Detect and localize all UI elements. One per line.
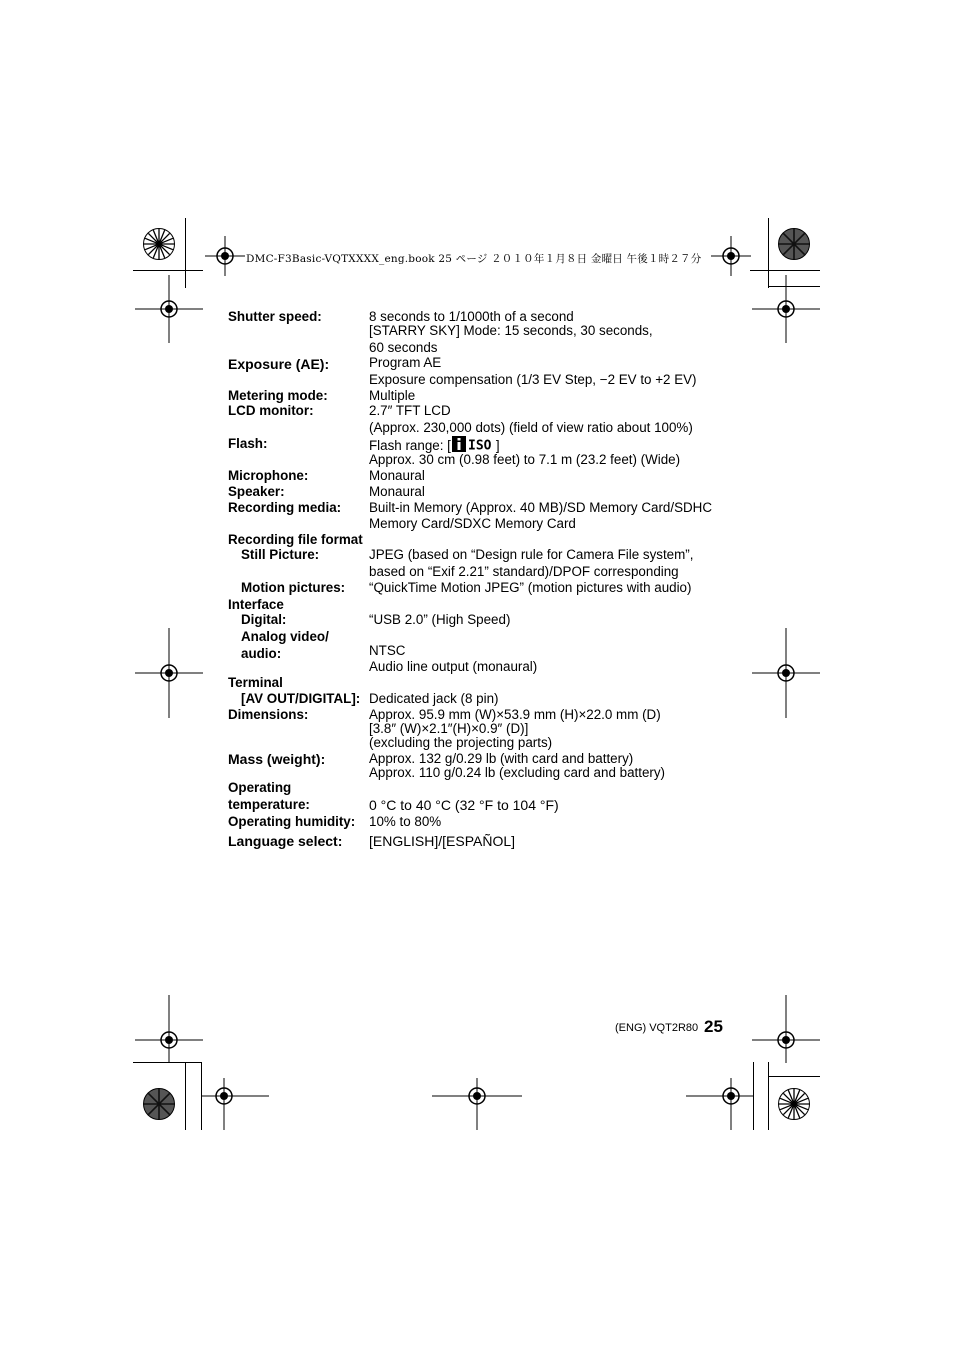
spec-value: Flash range: [	[369, 438, 451, 453]
starburst-target-icon	[777, 1087, 811, 1121]
spec-value: Program AE	[369, 355, 442, 370]
spec-label: Flash:	[228, 436, 268, 451]
spec-value: 10% to 80%	[369, 814, 442, 829]
spec-value: Exposure compensation (1/3 EV Step, −2 EV to +2 EV)	[369, 372, 697, 387]
spec-section-label: Terminal	[228, 675, 283, 690]
spec-value: “USB 2.0” (High Speed)	[369, 612, 511, 627]
intelligent-iso-icon	[452, 436, 496, 452]
spec-label: [AV OUT/DIGITAL]:	[241, 691, 361, 706]
spec-value: ]	[495, 438, 500, 453]
spec-label: Dimensions:	[228, 707, 309, 722]
spec-label: Still Picture:	[241, 547, 320, 562]
starburst-target-icon	[777, 227, 811, 261]
spec-value: Memory Card/SDXC Memory Card	[369, 516, 576, 531]
registration-target-icon	[711, 236, 751, 276]
spec-value: 60 seconds	[369, 340, 438, 355]
registration-target-icon	[135, 995, 203, 1063]
spec-value: based on “Exif 2.21” standard)/DPOF corresponding	[369, 564, 679, 579]
spec-label: Shutter speed:	[228, 309, 322, 324]
spec-value: Audio line output (monaural)	[369, 659, 538, 674]
spec-value: [ENGLISH]/[ESPAÑOL]	[369, 833, 516, 849]
registration-target-icon	[135, 275, 203, 343]
spec-value: Monaural	[369, 484, 425, 499]
spec-value: 8 seconds to 1/1000th of a second	[369, 309, 574, 324]
registration-target-icon	[752, 275, 820, 343]
registration-target-icon	[205, 236, 245, 276]
registration-target-icon	[752, 995, 820, 1063]
spec-value: 0 °C to 40 °C (32 °F to 104 °F)	[369, 797, 559, 813]
spec-value: Monaural	[369, 468, 425, 483]
spec-label: Operating	[228, 780, 292, 795]
spec-label: Analog video/	[241, 629, 329, 644]
spec-value: 2.7″ TFT LCD	[369, 403, 451, 418]
spec-value: NTSC	[369, 643, 406, 658]
registration-target-icon	[201, 1078, 269, 1130]
spec-section-label: Recording file format	[228, 532, 363, 547]
spec-value: [3.8″ (W)×2.1″(H)×0.9″ (D)]	[369, 721, 529, 736]
starburst-target-icon	[142, 227, 176, 261]
registration-target-icon	[135, 628, 203, 718]
registration-target-icon	[686, 1078, 754, 1130]
spec-label: Motion pictures:	[241, 580, 346, 595]
registration-target-icon	[432, 1078, 522, 1130]
spec-label: Speaker:	[228, 484, 285, 499]
spec-label: Microphone:	[228, 468, 309, 483]
spec-value: “QuickTime Motion JPEG” (motion pictures with audio)	[369, 580, 692, 595]
spec-value: (Approx. 230,000 dots) (field of view ratio about 100%)	[369, 420, 693, 435]
svg-text:ISO: ISO	[467, 438, 492, 452]
spec-label: temperature:	[228, 797, 310, 812]
page-number: 25	[704, 1017, 723, 1036]
spec-label: audio:	[241, 646, 282, 661]
spec-value: JPEG (based on “Design rule for Camera File system”,	[369, 547, 694, 562]
spec-label: Mass (weight):	[228, 751, 326, 767]
spec-value: [STARRY SKY] Mode: 15 seconds, 30 seconds,	[369, 323, 653, 338]
spec-section-label: Interface	[228, 597, 284, 612]
spec-value: Approx. 110 g/0.24 lb (excluding card and battery)	[369, 765, 666, 780]
spec-label: LCD monitor:	[228, 403, 314, 418]
spec-value: Approx. 30 cm (0.98 feet) to 7.1 m (23.2 feet) (Wide)	[369, 452, 681, 467]
spec-label: Operating humidity:	[228, 814, 356, 829]
document-code: (ENG) VQT2R80	[615, 1022, 699, 1034]
registration-target-icon	[752, 628, 820, 718]
spec-value: Approx. 95.9 mm (W)×53.9 mm (H)×22.0 mm (D)	[369, 707, 661, 722]
spec-label: Recording media:	[228, 500, 342, 515]
spec-label: Language select:	[228, 833, 343, 849]
spec-value: Dedicated jack (8 pin)	[369, 691, 499, 706]
spec-value: (excluding the projecting parts)	[369, 735, 553, 750]
spec-value: Multiple	[369, 388, 416, 403]
spec-value: Built-in Memory (Approx. 40 MB)/SD Memory Card/SDHC	[369, 500, 713, 515]
spec-value: Approx. 132 g/0.29 lb (with card and battery)	[369, 751, 634, 766]
spec-label: Exposure (AE):	[228, 356, 330, 372]
starburst-target-icon	[142, 1087, 176, 1121]
spec-label: Digital:	[241, 612, 287, 627]
spec-label: Metering mode:	[228, 388, 328, 403]
print-header: DMC-F3Basic-VQTXXXX_eng.book 25 ページ ２０１０年１月８日 金曜日 午後１時２７分	[246, 253, 702, 265]
